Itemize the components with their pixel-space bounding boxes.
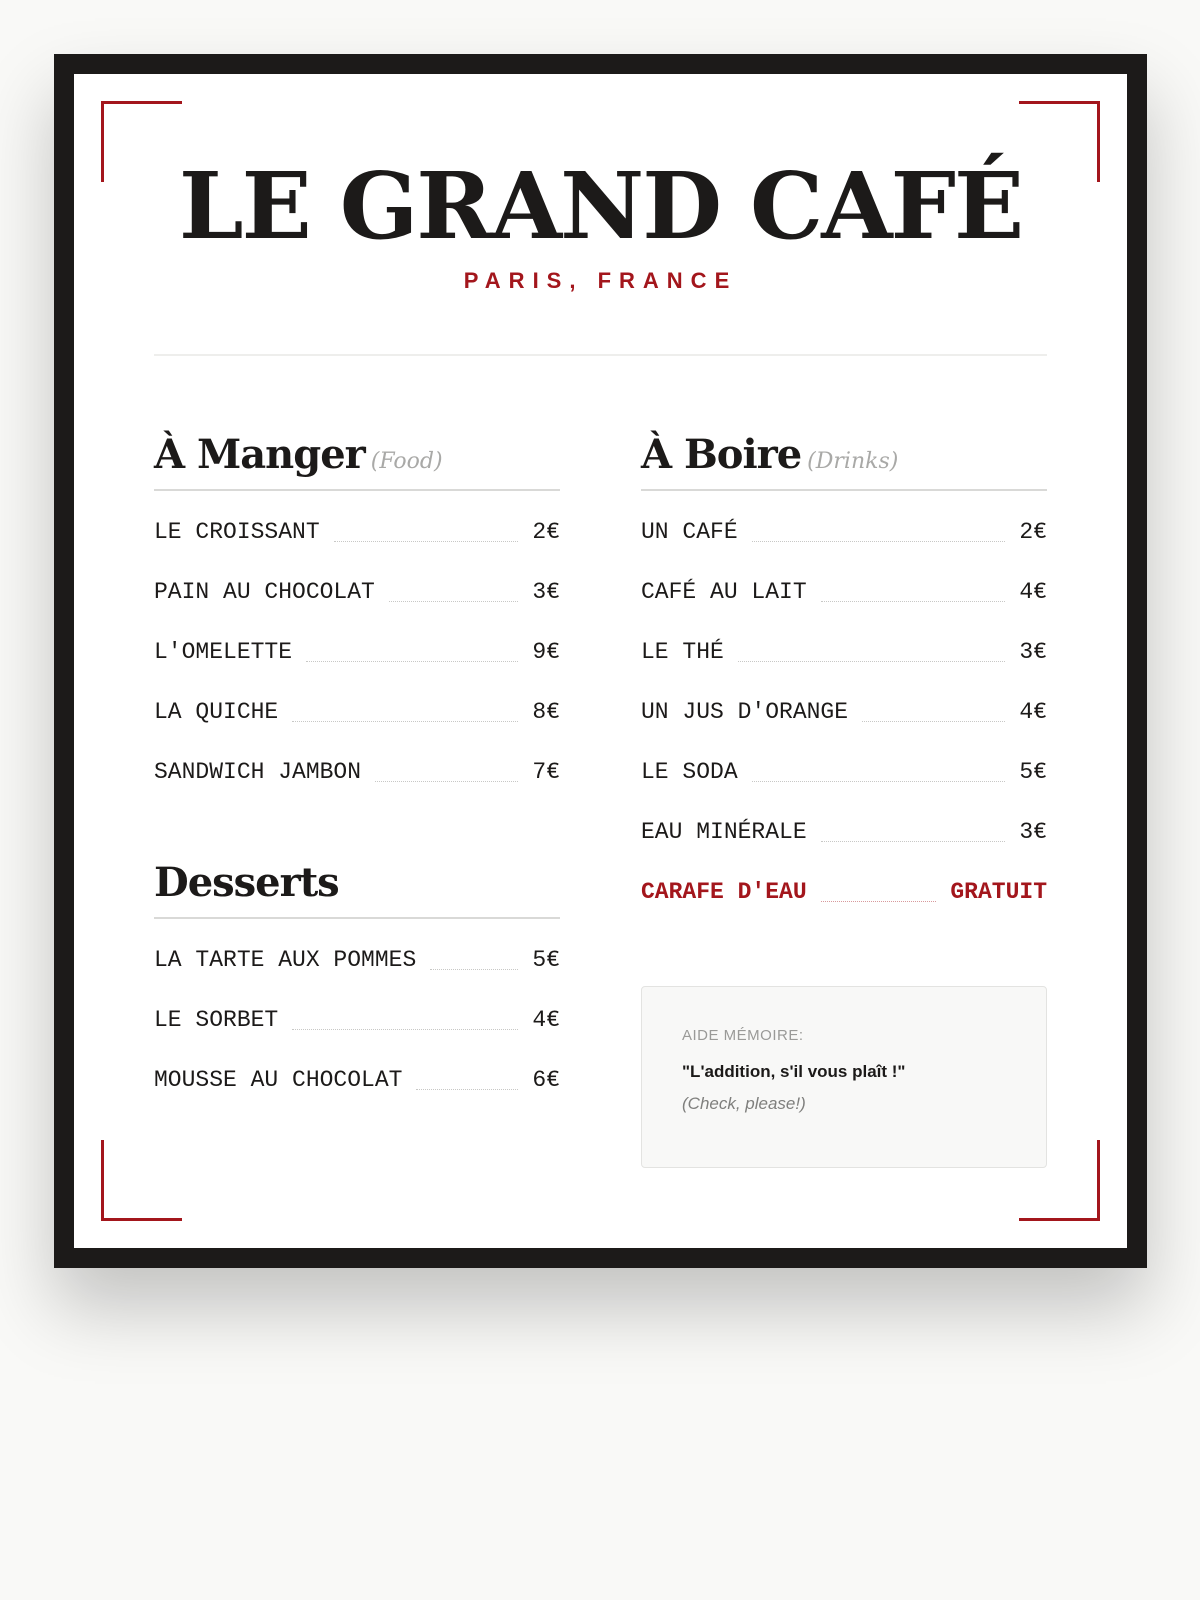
item-price: 8€ <box>532 699 560 725</box>
item-name: LE SODA <box>641 759 738 785</box>
dot-leader <box>821 601 1006 602</box>
item-name: CARAFE D'EAU <box>641 879 807 905</box>
item-name: UN JUS D'ORANGE <box>641 699 849 725</box>
menu-item <box>154 502 560 562</box>
menu-item <box>641 622 1047 682</box>
item-price: 7€ <box>532 759 560 785</box>
item-price: 6€ <box>532 1067 560 1093</box>
drinks-section <box>641 430 1047 922</box>
note-translation: (Check, please!) <box>682 1094 806 1113</box>
item-price: GRATUIT <box>950 879 1047 905</box>
menu-item <box>154 622 560 682</box>
item-price: 5€ <box>1019 759 1047 785</box>
item-price: 3€ <box>1019 639 1047 665</box>
item-name: LE THÉ <box>641 639 724 665</box>
menu-item <box>154 990 560 1050</box>
dot-leader <box>821 841 1006 842</box>
dot-leader <box>389 601 519 602</box>
item-name: UN CAFÉ <box>641 519 738 545</box>
item-name: LE CROISSANT <box>154 519 320 545</box>
note-quote: "L'addition, s'il vous plaît !" <box>682 1062 906 1081</box>
desserts-section-title: Desserts <box>154 859 339 906</box>
item-price: 2€ <box>532 519 560 545</box>
menu-paper <box>74 74 1127 1248</box>
item-name: LA TARTE AUX POMMES <box>154 947 417 973</box>
food-section-subtitle: (Food) <box>370 449 443 474</box>
menu-item <box>641 742 1047 802</box>
dot-leader <box>821 901 937 902</box>
item-price: 2€ <box>1019 519 1047 545</box>
cafe-title: LE GRAND CAFÉ <box>178 152 1023 260</box>
dot-leader <box>416 1089 518 1090</box>
item-name: PAIN AU CHOCOLAT <box>154 579 375 605</box>
menu-item <box>154 930 560 990</box>
dot-leader <box>306 661 518 662</box>
food-section <box>154 430 560 802</box>
item-name: CAFÉ AU LAIT <box>641 579 807 605</box>
item-name: MOUSSE AU CHOCOLAT <box>154 1067 403 1093</box>
menu-item-free-water <box>641 862 1047 922</box>
menu-item <box>641 682 1047 742</box>
item-price: 4€ <box>1019 579 1047 605</box>
food-section-header <box>154 430 560 491</box>
aide-memoire-box <box>641 986 1047 1168</box>
drinks-section-title: À Boire <box>641 431 802 478</box>
item-price: 3€ <box>1019 819 1047 845</box>
header-divider <box>154 354 1047 356</box>
dot-leader <box>292 1029 518 1030</box>
menu-item <box>154 682 560 742</box>
item-name: SANDWICH JAMBON <box>154 759 362 785</box>
note-label: AIDE MÉMOIRE: <box>682 1027 804 1044</box>
dot-leader <box>738 661 1006 662</box>
dot-leader <box>334 541 519 542</box>
item-price: 3€ <box>532 579 560 605</box>
cafe-location: PARIS, FRANCE <box>463 268 738 293</box>
desserts-section-header <box>154 858 560 919</box>
item-name: LA QUICHE <box>154 699 279 725</box>
dot-leader <box>752 781 1006 782</box>
food-section-title: À Manger <box>154 431 365 478</box>
item-price: 9€ <box>532 639 560 665</box>
dot-leader <box>292 721 518 722</box>
item-name: L'OMELETTE <box>154 639 293 665</box>
desserts-section <box>154 858 560 1110</box>
item-price: 4€ <box>1019 699 1047 725</box>
menu-item <box>641 502 1047 562</box>
menu-item <box>154 742 560 802</box>
dot-leader <box>862 721 1005 722</box>
dot-leader <box>430 969 518 970</box>
dot-leader <box>752 541 1006 542</box>
menu-frame <box>54 54 1147 1268</box>
menu-item <box>641 802 1047 862</box>
item-price: 5€ <box>532 947 560 973</box>
drinks-section-subtitle: (Drinks) <box>807 449 899 474</box>
corner-ornament-bottom-left <box>101 1140 182 1221</box>
drinks-section-header <box>641 430 1047 491</box>
item-name: EAU MINÉRALE <box>641 819 807 845</box>
item-price: 4€ <box>532 1007 560 1033</box>
menu-item <box>641 562 1047 622</box>
menu-item <box>154 562 560 622</box>
menu-item <box>154 1050 560 1110</box>
item-name: LE SORBET <box>154 1007 279 1033</box>
dot-leader <box>375 781 518 782</box>
